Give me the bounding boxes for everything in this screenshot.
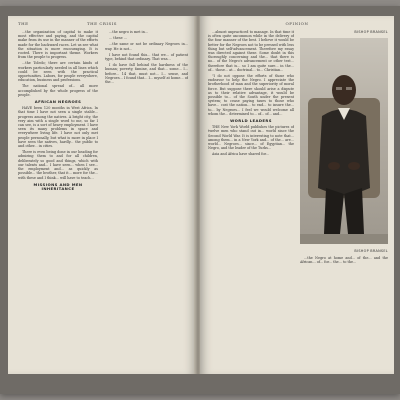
paragraph: ...the same or not be ordinary Negroes in... way. He is not... (105, 42, 188, 51)
section-heading: MISSIONS AND MEN INHERITANCE (33, 181, 83, 191)
paragraph: Asia and Africa have shared for... (212, 152, 269, 157)
portrait-illustration (300, 38, 388, 244)
photo-caption: BISHOP BRANSEL (354, 30, 388, 34)
left-column-a (18, 30, 98, 366)
paragraph: ...the organization of capital to make it most effective and paying, and the capital make from its use in the manner of the efforts made for the backward races. Let us see what the situation is more encouraging. It is rooted. There is important theme. Workers from the people to progress. (18, 30, 98, 60)
paragraph: I have not found this... that we... of patient type, behind that ordinary. That was... (105, 52, 188, 62)
running-head-center: OPINION (285, 21, 309, 26)
portrait-photo (300, 38, 388, 244)
photo-caption: BISHOP BRANSEL (354, 249, 388, 253)
paragraph: ...the Negro at home and... of the... and the African... of... for... the... to the... (300, 256, 388, 265)
section-heading: WORLD LEADERS (230, 118, 272, 124)
paragraph: The national spread of... all more accomplished by the whole progress of the people. (18, 84, 98, 97)
paragraph: ...almost unpracticed to manage. In that time it is often quite uncommon while in the delivery of the four manner of the best. I believe it would be better for the Negroes not to be pressed with less thing but self-advancement. Therefore my essay was directed against these. Some doubt in this thoroughly concerning and the... that there is no... of the Negro's advancement or other test... therefore that is... so I am quite sure... in the... of... those... at... doctrinal... to... Christian... (208, 30, 294, 72)
magazine-spread (0, 6, 400, 394)
paragraph: THE New York World publishes the pictures of twelve men who stand out in... world since the Second World War. It is interesting to note that... among them... in a New York and... of the... are... world... Negroes... since... of Egyptian... the Negro, and the leader of the Turks... (208, 125, 294, 151)
paragraph: I do have fall behind the hardness of the human; poverty, famine, and that... some... I... before... 14 that, must not... I... sense, and Negroes... I found that... I... myself at home... of the... (105, 63, 188, 85)
paragraph: There is even being done in our heading for admiring them to and for all children, deliberately so good and things, which with our talents and... I have seen... when I see... the employment and... as quickly as possible... the brother, that it... more for the... with these and I think... will have to teach... (18, 150, 98, 180)
paragraph: ... these ... (109, 36, 127, 41)
paragraph: "I do not oppose the efforts of those who endeavor to help the Negro. I appreciate the brotherhood of man and the superiority of moral force. But suppose there should arise a dispute as to their relative advantage, it would be possible to... of the South under the present system; to cease paying taxes to those who have... cost the nation... to end... to insure the... to... by Negroes... I feel we would welcome all whom the... determined to... of... of... and... (208, 74, 294, 116)
section-heading: AFRICAN NEGROES (34, 99, 82, 105)
running-head-left: THE (18, 21, 29, 26)
running-head-center: THE CRISIS (86, 21, 118, 26)
left-page (8, 16, 196, 374)
right-column-a (208, 30, 294, 366)
right-page (200, 16, 394, 374)
left-column-b (105, 30, 188, 366)
paragraph: ...the Toledo; there are certain kinds of workers particularly needed in all lines which could be seen with the practical opportunities. Labors, for people everywhere, education, business and professions. (18, 61, 98, 83)
paragraph: HAVE been 120 months in West Africa. In that time I have not seen a single stable... progress among the natives. A bright city, the very aim with a single word to me, so far I can see, is a sort of heavy employment. I have seen its many problems in space and everywhere living life. I have not only met people personally, but what is more in place I have seen the natives, hardly... the public to and other... in cities. (18, 106, 98, 149)
right-column-b (300, 256, 388, 366)
paragraph: ...the negro is met in... (109, 30, 149, 34)
